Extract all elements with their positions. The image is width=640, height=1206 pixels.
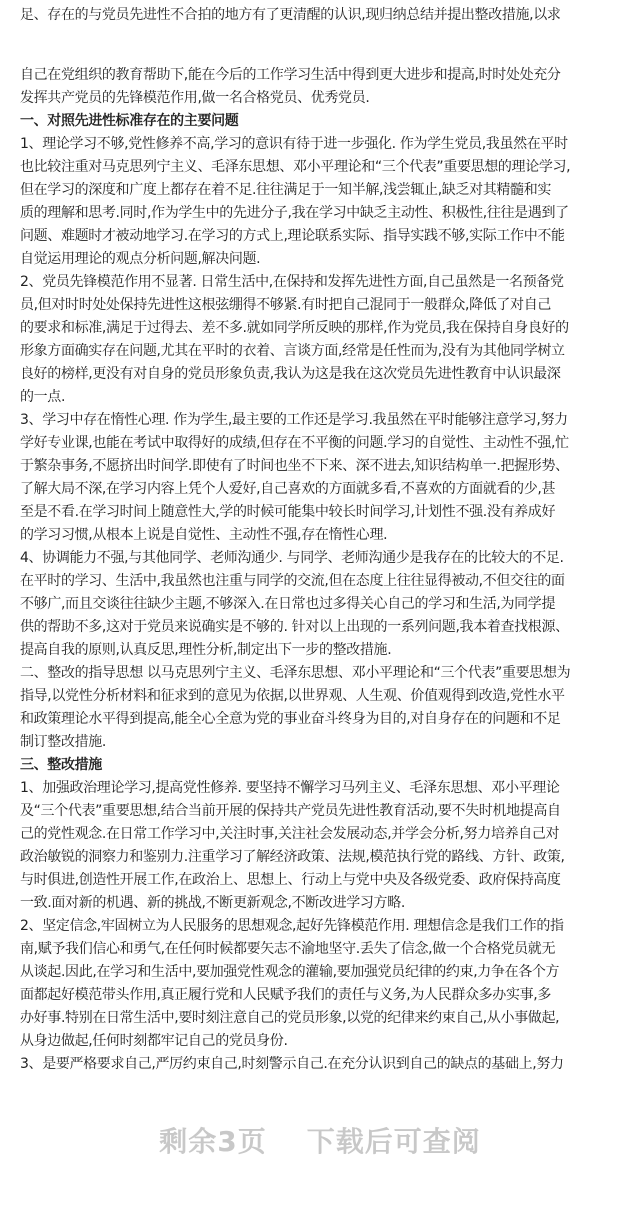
- text-line: 自觉运用理论的观点分析问题,解决问题.: [20, 251, 261, 267]
- text-line: 3、学习中存在惰性心理. 作为学生,最主要的工作还是学习.我虽然在平时能够注意学习,努力: [20, 412, 568, 428]
- text-line: 但在学习的深度和广度上都存在着不足.往往满足于一知半解,浅尝辄止,缺乏对其精髓和实: [20, 182, 551, 198]
- text-line: 自己在党组织的教育帮助下,能在今后的工作学习生活中得到更大进步和提高,时时处处充分: [20, 67, 561, 83]
- text-line: 发挥共产党员的先锋模范作用,做一名合格党员、优秀党员.: [20, 90, 370, 106]
- text-line: 的一点.: [20, 389, 66, 405]
- section-heading-1: 一、对照先进性标准存在的主要问题: [20, 113, 239, 129]
- text-line: 与时俱进,创造性开展工作,在政治上、思想上、行动上与党中央及各级党委、政府保持高度: [20, 872, 561, 888]
- text-line: 己的党性观念.在日常工作学习中,关注时事,关注社会发展动态,并学会分析,努力培养自己对: [20, 826, 560, 842]
- text-line: 的要求和标准,满足于过得去、差不多.就如同学所反映的那样,作为党员,我在保持自身良好的: [20, 320, 569, 336]
- text-line: 问题、难题时才被动地学习.在学习的方式上,理论联系实际、指导实践不够,实际工作中不能: [20, 228, 565, 244]
- text-line: 政治敏锐的洞察力和鉴别力.注重学习了解经济政策、法规,模范执行党的路线、方针、政策,: [20, 849, 565, 865]
- text-line: 在平时的学习、生活中,我虽然也注重与同学的交流,但在态度上往往显得被动,不但交往的面: [20, 573, 565, 589]
- text-line: 供的帮助不多,这对于党员来说确实是不够的. 针对以上出现的一系列问题,我本着查找根源、: [20, 619, 569, 635]
- text-line: 办好事.特别在日常生活中,要时刻注意自己的党员形象,以党的纪律来约束自己,从小事做起,: [20, 1010, 560, 1026]
- text-line: 一致.面对新的机遇、新的挑战,不断更新观念,不断改进学习方略.: [20, 895, 405, 911]
- text-line: 足、存在的与党员先进性不合拍的地方有了更清醒的认识,现归纳总结并提出整改措施,以求: [20, 7, 561, 23]
- text-line: 从谈起.因此,在学习和生活中,要加强党性观念的灌输,要加强党员纪律的约束,力争在各个方: [20, 964, 560, 980]
- text-line: 质的理解和思考.同时,作为学生中的先进分子,我在学习中缺乏主动性、积极性,往往是遇到了: [20, 205, 569, 221]
- text-line: 至是不看.在学习时间上随意性大,学的时候可能集中较长时间学习,计划性不强.没有养成好: [20, 504, 556, 520]
- text-line: 学好专业课,也能在考试中取得好的成绩,但存在不平衡的问题.学习的自觉性、主动性不强,忙: [20, 435, 569, 451]
- text-line: 的学习习惯,从根本上说是自觉性、主动性不强,存在惰性心理.: [20, 527, 388, 543]
- text-line: 1、加强政治理论学习,提高党性修养. 要坚持不懈学习马列主义、毛泽东思想、邓小平理论: [20, 780, 560, 796]
- text-line: 及“三个代表”重要思想,结合当前开展的保持共产党员先进性教育活动,要不失时机地提高自: [20, 803, 561, 819]
- text-line: 南,赋予我们信心和勇气,在任何时候都要矢志不渝地坚守.丢失了信念,做一个合格党员就无: [20, 941, 556, 957]
- text-line: 1、理论学习不够,党性修养不高,学习的意识有待于进一步强化. 作为学生党员,我虽然在平时: [20, 136, 568, 152]
- text-line: 从身边做起,任何时刻都牢记自己的党员身份.: [20, 1033, 288, 1049]
- download-to-view-label: 下载后可查阅: [306, 1125, 481, 1158]
- text-line: 于繁杂事务,不愿挤出时间学.即使有了时间也坐不下来、深不进去,知识结构单一.把握形势、: [20, 458, 569, 474]
- text-line: 良好的榜样,更没有对自身的党员形象负责,我认为这是我在这次党员先进性教育中认识最深: [20, 366, 561, 382]
- download-prompt[interactable]: [0, 1120, 640, 1160]
- text-line: 提高自我的原则,认真反思,理性分析,制定出下一步的整改措施.: [20, 642, 392, 658]
- text-line: 制订整改措施.: [20, 734, 106, 750]
- text-line: 了解大局不深,在学习内容上凭个人爱好,自己喜欢的方面就多看,不喜欢的方面就看的少,甚: [20, 481, 556, 497]
- text-line: 形象方面确实存在问题,尤其在平时的衣着、言谈方面,经常是任性而为,没有为其他同学树立: [20, 343, 565, 359]
- text-line: 员,但对时时处处保持先进性这根弦绷得不够紧.有时把自己混同于一般群众,降低了对自己: [20, 297, 551, 313]
- text-line: 2、坚定信念,牢固树立为人民服务的思想观念,起好先锋模范作用. 理想信念是我们工作的指: [20, 918, 564, 934]
- text-line: 3、是要严格要求自己,严厉约束自己,时刻警示自己.在充分认识到自己的缺点的基础上,努力: [20, 1056, 564, 1072]
- text-line: 4、协调能力不强,与其他同学、老师沟通少. 与同学、老师沟通少是我存在的比较大的不足.: [20, 550, 564, 566]
- text-line: 二、整改的指导思想 以马克思列宁主义、毛泽东思想、邓小平理论和“三个代表”重要思想为: [20, 665, 571, 681]
- text-line: 面都起好模范带头作用,真正履行党和人民赋予我们的责任与义务,为人民群众多办实事,多: [20, 987, 551, 1003]
- text-line: 2、党员先锋模范作用不显著. 日常生活中,在保持和发挥先进性方面,自己虽然是一名预备党: [20, 274, 564, 290]
- section-heading-3: 三、整改措施: [20, 757, 102, 773]
- text-line: 和政策理论水平得到提高,能全心全意为党的事业奋斗终身为目的,对自身存在的问题和不足: [20, 711, 561, 727]
- text-line: 指导,以党性分析材料和征求到的意见为依据,以世界观、人生观、价值观得到改造,党性水平: [20, 688, 565, 704]
- text-line: 也比较注重对马克思列宁主义、毛泽东思想、邓小平理论和“三个代表”重要思想的理论学习,: [20, 159, 571, 175]
- remaining-pages-label: 剩余3页: [159, 1125, 267, 1158]
- text-line: 不够广,而且交谈往往缺少主题,不够深入.在日常也过多得关心自己的学习和生活,为同学提: [20, 596, 556, 612]
